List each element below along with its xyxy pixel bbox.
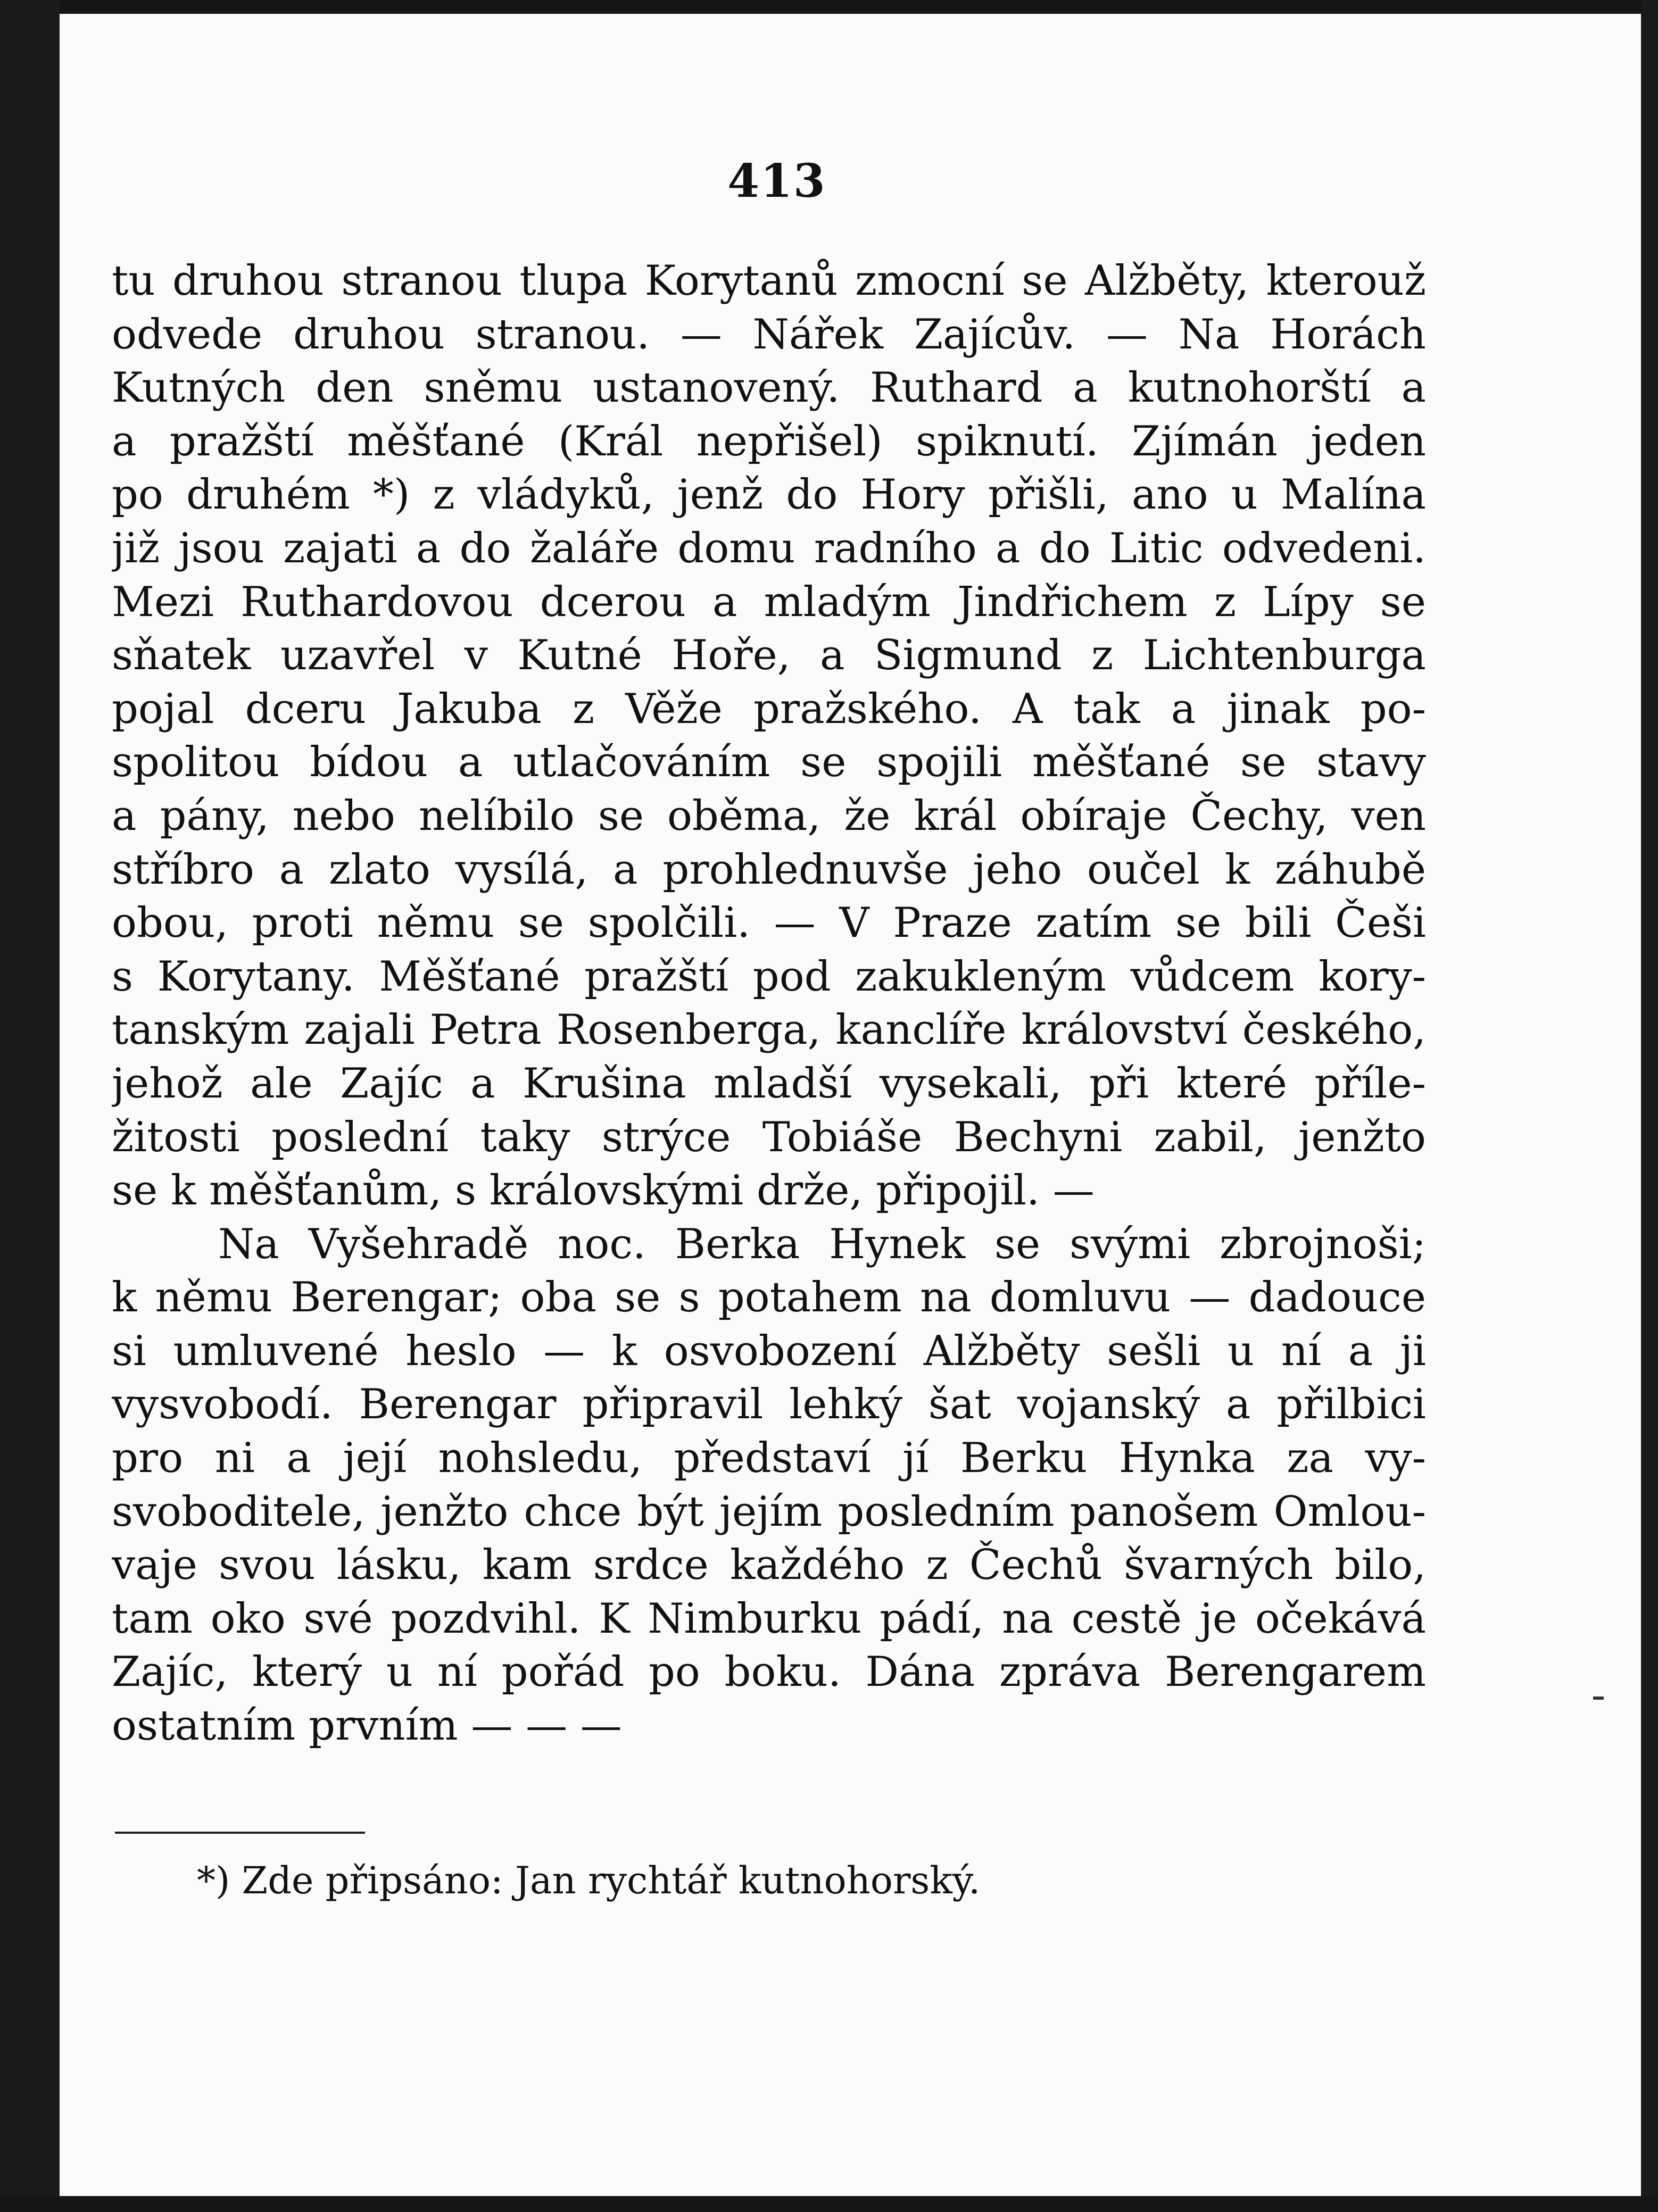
text-line: si umluvené heslo — k osvobození Alžběty sešli u ní a ji xyxy=(112,1327,1426,1375)
scan-speck xyxy=(1593,1697,1604,1700)
text-line: s Korytany. Měšťané pražští pod zakukleným vůdcem kory- xyxy=(112,952,1426,1001)
text-line: Na Vyšehradě noc. Berka Hynek se svými zbrojnoši; xyxy=(218,1220,1426,1268)
text-line: odvede druhou stranou. — Nářek Zajícův. — Na Horách xyxy=(112,310,1426,359)
text-line: spolitou bídou a utlačováním se spojili měšťané se stavy xyxy=(112,738,1426,787)
text-line: tam oko své pozdvihl. K Nimburku pádí, na cestě je očekává xyxy=(112,1594,1426,1643)
text-line: vaje svou lásku, kam srdce každého z Čechů švarných bilo, xyxy=(112,1541,1426,1590)
text-line: tu druhou stranou tlupa Korytanů zmocní se Alžběty, kterouž xyxy=(112,257,1426,305)
text-line: již jsou zajati a do žaláře domu radního a do Litic odvedeni. xyxy=(112,524,1426,572)
text-line: po druhém *) z vládyků, jenž do Hory přišli, ano u Malína xyxy=(112,471,1426,519)
text-line: stříbro a zlato vysílá, a prohlednuvše jeho oučel k záhubě xyxy=(112,845,1426,894)
scan-border-top xyxy=(0,0,1658,14)
text-line: sňatek uzavřel v Kutné Hoře, a Sigmund z Lichtenburga xyxy=(112,631,1426,680)
text-line: Zajíc, který u ní pořád po boku. Dána zpráva Berengarem xyxy=(112,1648,1426,1697)
text-line: vysvobodí. Berengar připravil lehký šat vojanský a přilbici xyxy=(112,1381,1426,1429)
text-line: tanským zajali Petra Rosenberga, kanclíře království českého, xyxy=(112,1006,1426,1054)
text-line: k němu Berengar; oba se s potahem na domluvu — dadouce xyxy=(112,1274,1426,1322)
footnote-rule xyxy=(115,1832,365,1834)
text-line: Mezi Ruthardovou dcerou a mladým Jindřichem z Lípy se xyxy=(112,578,1426,626)
text-line: se k měšťanům, s královskými drže, připojil. — xyxy=(112,1167,1095,1215)
text-line: ostatním prvním — — — xyxy=(112,1702,622,1750)
scan-border-right xyxy=(1641,0,1658,2212)
footnote: *) Zde připsáno: Jan rychtář kutnohorský. xyxy=(197,1859,981,1902)
text-line: svoboditele, jenžto chce být jejím posledním panošem Omlou- xyxy=(112,1487,1426,1536)
text-line: pro ni a její nohsledu, představí jí Berku Hynka za vy- xyxy=(112,1434,1426,1483)
text-line: a pány, nebo nelíbilo se oběma, že král obíraje Čechy, ven xyxy=(112,792,1426,840)
text-line: Kutných den sněmu ustanovený. Ruthard a kutnohorští a xyxy=(112,364,1426,412)
text-line: jehož ale Zajíc a Krušina mladší vysekali, při které příle- xyxy=(112,1059,1426,1108)
body-text xyxy=(112,254,1426,1753)
page-number: 413 xyxy=(727,154,826,208)
text-line: pojal dceru Jakuba z Věže pražského. A tak a jinak po- xyxy=(112,685,1426,733)
scan-border-left xyxy=(0,0,60,2212)
text-line: obou, proti němu se spolčili. — V Praze zatím se bili Češi xyxy=(112,899,1426,947)
text-line: žitosti poslední taky strýce Tobiáše Bechyni zabil, jenžto xyxy=(112,1113,1426,1161)
scan-border-bottom xyxy=(0,2196,1658,2212)
text-line: a pražští měšťané (Král nepřišel) spiknutí. Zjímán jeden xyxy=(112,417,1426,465)
